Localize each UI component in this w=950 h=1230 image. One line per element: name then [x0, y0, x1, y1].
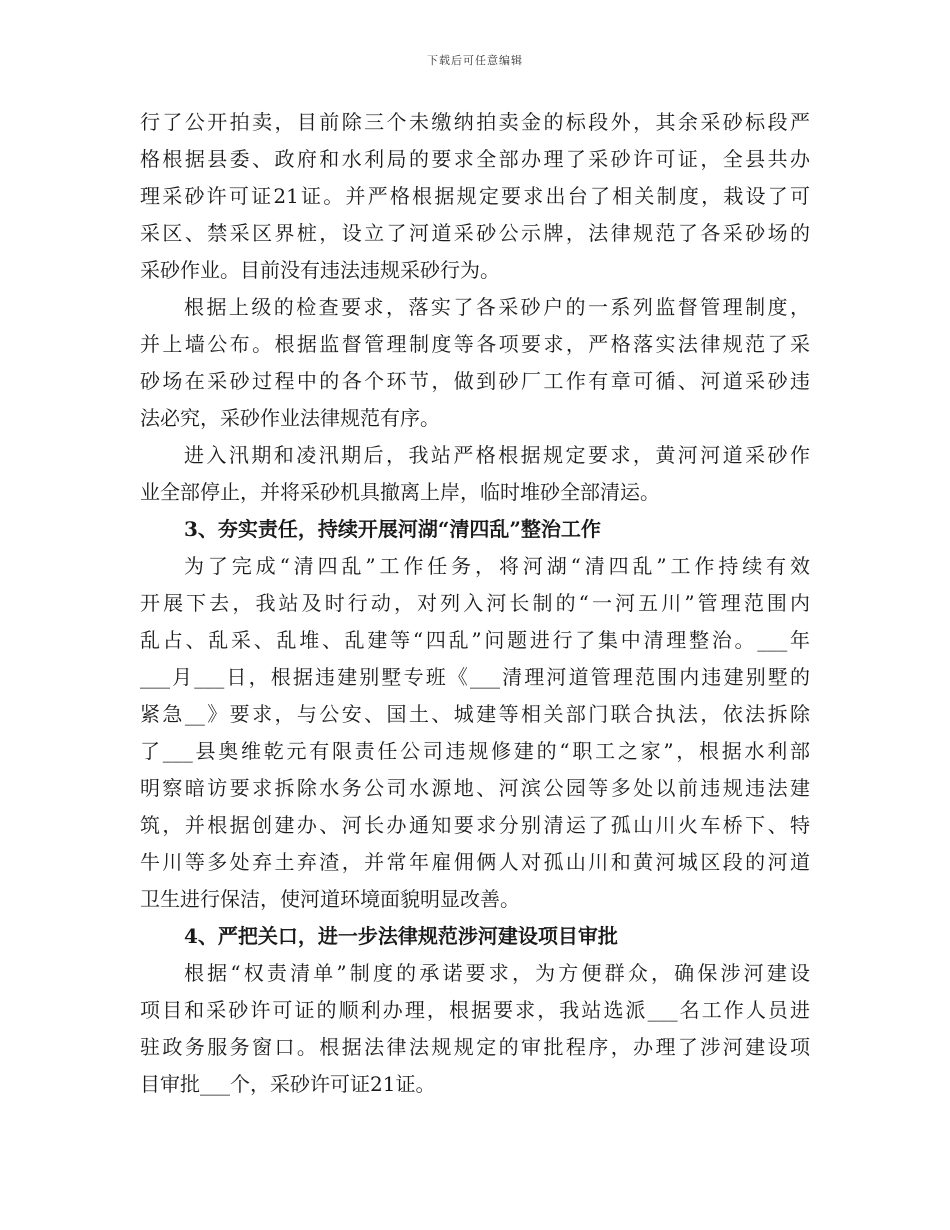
text-line: 理采砂许可证21证。并严格根据规定要求出台了相关制度，栽设了可	[140, 184, 810, 208]
page-header: 下载后可任意编辑	[427, 54, 523, 67]
text-line: 为了完成“清四乱”工作任务，将河湖“清四乱”工作持续有效	[184, 554, 810, 578]
text-line: 根据“权责清单”制度的承诺要求，为方便群众，确保涉河建设	[184, 961, 810, 985]
text-line: 格根据县委、政府和水利局的要求全部办理了采砂许可证，全县共办	[140, 147, 810, 171]
text-line: 采砂作业。目前没有违法违规采砂行为。	[140, 258, 500, 282]
text-line: 目审批___个，采砂许可证21证。	[140, 1072, 436, 1096]
text-line: 根据上级的检查要求，落实了各采砂户的一系列监督管理制度，	[184, 295, 810, 319]
text-line: 项目和采砂许可证的顺利办理，根据要求，我站选派___名工作人员进	[140, 998, 810, 1022]
text-line: 紧急__》要求，与公安、国土、城建等相关部门联合执法，依法拆除	[140, 702, 810, 726]
text-line: 卫生进行保洁，使河道环境面貌明显改善。	[140, 887, 520, 911]
text-line: 并上墙公布。根据监督管理制度等各项要求，严格落实法律规范了采	[140, 332, 810, 356]
text-line: 砂场在采砂过程中的各个环节，做到砂厂工作有章可循、河道采砂违	[140, 369, 810, 393]
section-heading: 3、夯实责任，持续开展河湖“清四乱”整治工作	[184, 517, 601, 541]
text-line: 行了公开拍卖，目前除三个未缴纳拍卖金的标段外，其余采砂标段严	[140, 110, 810, 134]
text-line: 驻政务服务窗口。根据法律法规规定的审批程序，办理了涉河建设项	[140, 1035, 810, 1059]
text-line: 进入汛期和凌汛期后，我站严格根据规定要求，黄河河道采砂作	[184, 443, 810, 467]
section-heading: 4、严把关口，进一步法律规范涉河建设项目审批	[184, 924, 618, 948]
text-line: 了___县奥维乾元有限责任公司违规修建的“职工之家”，根据水利部	[140, 739, 810, 763]
text-line: 开展下去，我站及时行动，对列入河长制的“一河五川”管理范围内	[140, 591, 810, 615]
text-line: 明察暗访要求拆除水务公司水源地、河滨公园等多处以前违规违法建	[140, 776, 810, 800]
document-body	[140, 104, 810, 1103]
text-line: 筑，并根据创建办、河长办通知要求分别清运了孤山川火车桥下、特	[140, 813, 810, 837]
text-line: 采区、禁采区界桩，设立了河道采砂公示牌，法律规范了各采砂场的	[140, 221, 810, 245]
text-line: 法必究，采砂作业法律规范有序。	[140, 406, 440, 430]
text-line: 乱占、乱采、乱堆、乱建等“四乱”问题进行了集中清理整治。___年	[140, 628, 810, 652]
text-line: 业全部停止，并将采砂机具撤离上岸，临时堆砂全部清运。	[140, 480, 660, 504]
text-line: 牛川等多处弃土弃渣，并常年雇佣俩人对孤山川和黄河城区段的河道	[140, 850, 810, 874]
text-line: ___月___日，根据违建别墅专班《___清理河道管理范围内违建别墅的	[140, 665, 810, 689]
